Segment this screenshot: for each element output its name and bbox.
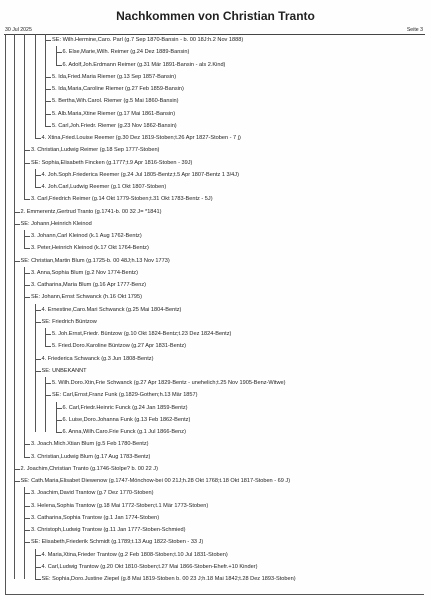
tree-row-text: 5. Joh.Ernst,Friedr. Büntzow (g.10 Okt 1824-Bentz;t.23 Dez 1824-Bentz) [52, 331, 232, 337]
tree-row [0, 144, 431, 156]
tree-guide-line [45, 377, 46, 432]
tree-row-text: 3. Helena,Sophia Trantow (g.18 Mai 1772-Stoben;t.1 Mär 1773-Stoben) [31, 502, 209, 509]
tree-row [0, 487, 431, 499]
tree-row-text: SE: Christian,Martin Blum (g.1725-b. 00 48J;h.13 Nov 1773) [20, 257, 170, 264]
tree-row-text: 4. Joh.Soph.Friederica Reemer (g.24 Jul 1805-Bentz;t.5 Apr 1807-Bentz 1 3/4J) [41, 171, 239, 178]
tree-row-text: 5. Alb.Maria,Xtine Riemer (g.17 Mai 1861-Bansin) [52, 110, 176, 117]
tree-row-text: 3. Catharina,Sophia Trantow (g.1 Jan 1774-Stoben) [31, 514, 160, 521]
tree-row [0, 402, 431, 414]
tree-row-text: 4. Friederica Schwanck (g.3 Jun 1808-Bentz) [41, 355, 154, 362]
tree-row [0, 451, 431, 463]
tree-row [0, 181, 431, 193]
tree-row-text: 2. Joachim,Christian Tranto (g.1746-Stolpe? b. 00 22 J) [20, 465, 158, 472]
tree-guide-line [24, 487, 25, 579]
tree-row [0, 426, 431, 438]
tree-row-text: 3. Catharina,Maria Blum (g.16 Apr 1777-Benz) [31, 282, 147, 288]
tree-row [0, 389, 431, 401]
tree-row [0, 169, 431, 181]
tree-row-text: 4. Xtina,Fried.Louise Reemer (g.30 Dez 1819-Stoben;t.26 Apr 1827-Stoben - 7 j) [41, 135, 241, 141]
tree-row [0, 353, 431, 365]
tree-row-text: 6. Carl,Friedr.Heinric Funck (g.24 Jan 1859-Bentz) [62, 404, 188, 411]
tree-row-text: 4. Maria,Xtina,Frieder Trantow (g.2 Feb 1808-Stoben;t.10 Jul 1831-Stoben) [41, 551, 228, 558]
tree-guide-line [14, 34, 15, 579]
tree-row-text: 3. Joachim,David Trantow (g.7 Dez 1770-Stoben) [31, 490, 154, 497]
tree-row-text: 5. Ida,Fried.Maria Riemer (g.13 Sep 1857-Bansin) [52, 73, 177, 80]
tree-row [0, 500, 431, 512]
tree-row [0, 365, 431, 377]
descendant-tree [0, 34, 431, 594]
tree-row [0, 132, 431, 144]
tree-row [0, 267, 431, 279]
tree-row [0, 549, 431, 561]
tree-row [0, 279, 431, 291]
tree-row [0, 83, 431, 95]
tree-row [0, 46, 431, 58]
tree-row [0, 193, 431, 205]
tree-row [0, 206, 431, 218]
tree-row-text: 5. Wilh.Doro.Xtin,Frie Schwanck (g.27 Apr 1829-Bentz - unehelich;t.25 Nov 1905-Benz-Witwe) [52, 380, 286, 386]
tree-guide-line [35, 304, 36, 433]
tree-row-text: 3. Christian,Ludwig Blum (g.17 Aug 1783-Bentz) [31, 453, 151, 460]
report-date: 30 Jul 2025 [5, 27, 32, 33]
tree-row-text: 6. Luise,Doro.Johanna Funk (g.13 Feb 1862-Bentz) [62, 416, 191, 423]
tree-row [0, 218, 431, 230]
tree-row [0, 95, 431, 107]
tree-row [0, 242, 431, 254]
tree-row [0, 59, 431, 71]
tree-row-text: 3. Johann,Carl Kleinod (k.1 Aug 1762-Bentz) [31, 233, 142, 239]
tree-row [0, 561, 431, 573]
tree-row [0, 316, 431, 328]
tree-row-text: 6. Anna,Wilh.Caro.Frie Funck (g.1 Jul 1866-Benz) [62, 429, 186, 435]
tree-row [0, 230, 431, 242]
page-title: Nachkommen von Christian Tranto [116, 9, 315, 23]
tree-row [0, 120, 431, 132]
tree-row [0, 414, 431, 426]
tree-row [0, 304, 431, 316]
tree-row-text: 4. Joh.Carl,Ludwig Reemer (g.1 Okt 1807-Stoben) [41, 184, 167, 190]
tree-guide-line [24, 230, 25, 249]
tree-row [0, 438, 431, 450]
tree-guide-line [45, 328, 46, 347]
tree-row [0, 71, 431, 83]
tree-row-text: 5. Carl,Joh.Friedr. Riemer (g.23 Nov 1862-Bansin) [52, 122, 177, 129]
tree-row [0, 512, 431, 524]
tree-row-text: SE: Sophia,Doro.Justine Ziepel (g.8 Mai 1819-Stoben b. 00 23 J;h.18 Mai 1842;t.28 Dez 1893-Stoben) [41, 576, 296, 582]
tree-guide-line [35, 34, 36, 138]
tree-row-text: SE: UNBEKANNT [41, 367, 87, 374]
tree-row-text: 4. Ernestine,Caro.Mari Schwanck (g.25 Mai 1804-Bentz) [41, 306, 182, 313]
tree-guide-line [35, 169, 36, 188]
tree-row [0, 34, 431, 46]
tree-frame-bottom [5, 594, 424, 595]
tree-row-text: SE: Johann,Heinrich Kleinod [20, 220, 92, 227]
tree-row-text: 3. Anna,Sophia Blum (g.2 Nov 1774-Bentz) [31, 269, 138, 276]
tree-guide-line [56, 402, 57, 433]
tree-row-text: 3. Christoph,Ludwig Trantow (g.11 Jan 1777-Stoben-Schmied) [31, 527, 186, 533]
tree-row-text: SE: Sophia,Elisabeth Fincken (g.1777;t.9 Apr 1816-Stoben - 39J) [31, 159, 193, 166]
tree-row-text: 5. Bertha,Wih.Carol. Riemer (g.5 Mai 1860-Bansin) [52, 98, 179, 105]
page-number: Seite 3 [406, 27, 423, 33]
tree-row-text: 6. Else,Marie,Wilh. Reimer (g.24 Dez 1889-Bansin) [62, 49, 190, 56]
tree-row [0, 475, 431, 487]
tree-row-text: 3. Carl,Friedrich Reimer (g.14 Okt 1779-Stoben;t.31 Okt 1783-Bentz - 5J) [31, 196, 213, 203]
tree-row-text: 5. Fried.Doro.Karoline Büntzow (g.27 Apr 1831-Bentz) [52, 343, 187, 350]
tree-row [0, 328, 431, 340]
tree-guide-line [24, 34, 25, 200]
tree-row [0, 463, 431, 475]
tree-row [0, 108, 431, 120]
tree-row [0, 340, 431, 352]
tree-row-text: SE: Elisabeth,Friederik Schmidt (g.1789;t.13 Aug 1822-Stoben - 33 J) [31, 539, 204, 546]
tree-row [0, 255, 431, 267]
tree-row [0, 377, 431, 389]
tree-row-text: 3. Peter,Heinrich Kleinod (k.17 Okt 1764-Bentz) [31, 245, 149, 252]
tree-row-text: SE: Friedrich Büntzow [41, 318, 97, 325]
tree-row [0, 291, 431, 303]
tree-row [0, 573, 431, 585]
tree-row [0, 524, 431, 536]
tree-row [0, 536, 431, 548]
tree-row-text: 3. Christian,Ludwig Reimer (g.18 Sep 1777-Stoben) [31, 147, 160, 154]
tree-row-text: SE: Johann,Ernst Schwanck (h.16 Okt 1795) [31, 294, 143, 301]
tree-row-text: 5. Ida,Maria,Caroline Riemer (g.27 Feb 1859-Bansin) [52, 86, 184, 92]
tree-guide-line [56, 46, 57, 65]
tree-row-text: 3. Joach.Mich.Xtian Blum (g.5 Feb 1780-Bentz) [31, 441, 149, 448]
tree-row-text: SE: Wilh.Hermine,Caro. Parl (g.7 Sep 1870-Bansin - b. 00 18J:h.2 Nov 1888) [52, 37, 244, 43]
tree-row-text: 6. Adolf,Joh.Erdmann Reimer (g.31 Mär 1891-Bansin - als 2.Kind) [62, 61, 226, 68]
tree-guide-line [35, 549, 36, 580]
tree-guide-line [45, 34, 46, 126]
tree-row-text: 4. Carl,Ludwig Trantow (g.20 Okt 1810-Stoben;t.27 Mai 1866-Stoben-Ehefr.+10 Kinder) [41, 563, 258, 570]
tree-row-text: SE: Cath.Maria,Elisabet Diewenow (g.1747-Mönchow-bei 00 21J;h.28 Okt 1768;t.18 Okt 1817-Stoben - 69 J) [20, 478, 291, 484]
tree-row [0, 157, 431, 169]
tree-guide-line [24, 267, 25, 457]
tree-row-text: SE: Carl,Ernst,Franz Funk (g.1829-Gothen;h.13 Mär 1857) [52, 392, 198, 399]
tree-row-text: 2. Emmerentz,Gertrud Tranto (g.1741-b. 00 32 J= *1841) [20, 208, 162, 215]
